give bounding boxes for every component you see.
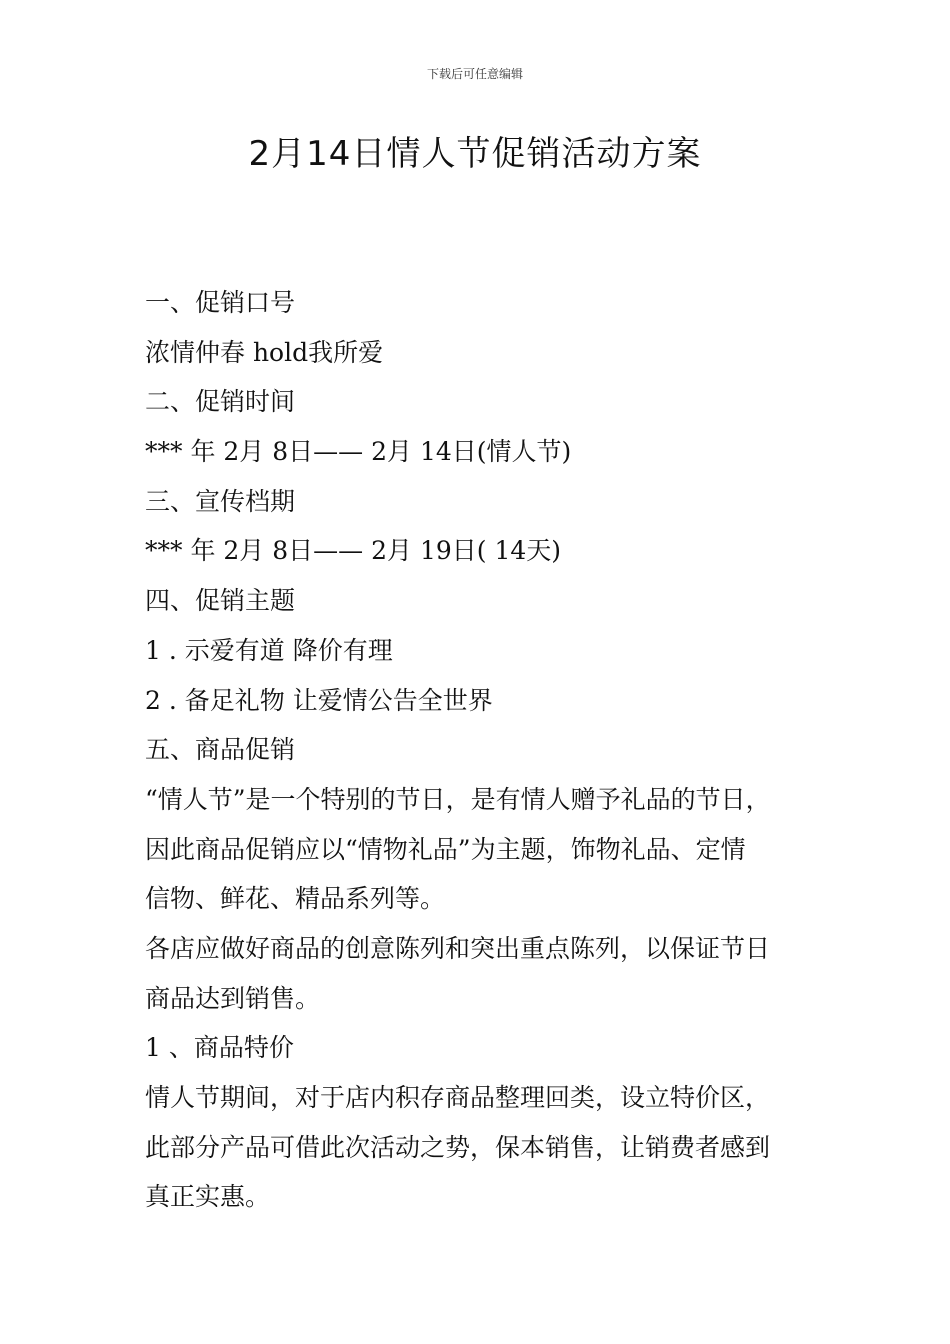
paragraph-line: 各店应做好商品的创意陈列和突出重点陈列，以保证节日 [145,933,771,963]
section-heading-time: 二、促销时间 [145,387,296,417]
document-body [145,278,825,1222]
paragraph-line: *** 年 2月 8日—— 2月 19日( 14天) [145,536,562,566]
document-title: 2月14日情人节促销活动方案 [248,134,702,174]
subsection-heading-special-price: 1 、商品特价 [145,1033,294,1063]
paragraph-line: 因此商品促销应以“情物礼品”为主题，饰物礼品、定情 [145,834,746,864]
header-note: 下载后可任意编辑 [426,67,523,81]
list-item: 2 . 备足礼物 让爱情公告全世界 [145,685,493,715]
paragraph-line: “情人节”是一个特别的节日，是有情人赠予礼品的节日， [145,784,771,814]
section-heading-slogan: 一、促销口号 [145,288,296,317]
paragraph-line: 此部分产品可借此次活动之势，保本销售，让销费者感到 [145,1132,771,1162]
section-heading-products: 五、商品促销 [145,735,296,765]
paragraph-line: *** 年 2月 8日—— 2月 14日(情人节) [145,437,572,467]
paragraph-line: 商品达到销售。 [145,983,321,1013]
list-item: 1 . 示爱有道 降价有理 [145,635,393,665]
section-heading-theme: 四、促销主题 [145,586,296,616]
paragraph-line: 真正实惠。 [145,1182,271,1212]
section-heading-promo-period: 三、宣传档期 [145,486,296,516]
paragraph-line: 信物、鲜花、精品系列等。 [145,884,446,914]
paragraph-line: 情人节期间，对于店内积存商品整理回类，设立特价区， [145,1083,771,1112]
paragraph-line: 浓情仲春 hold我所爱 [145,337,384,367]
